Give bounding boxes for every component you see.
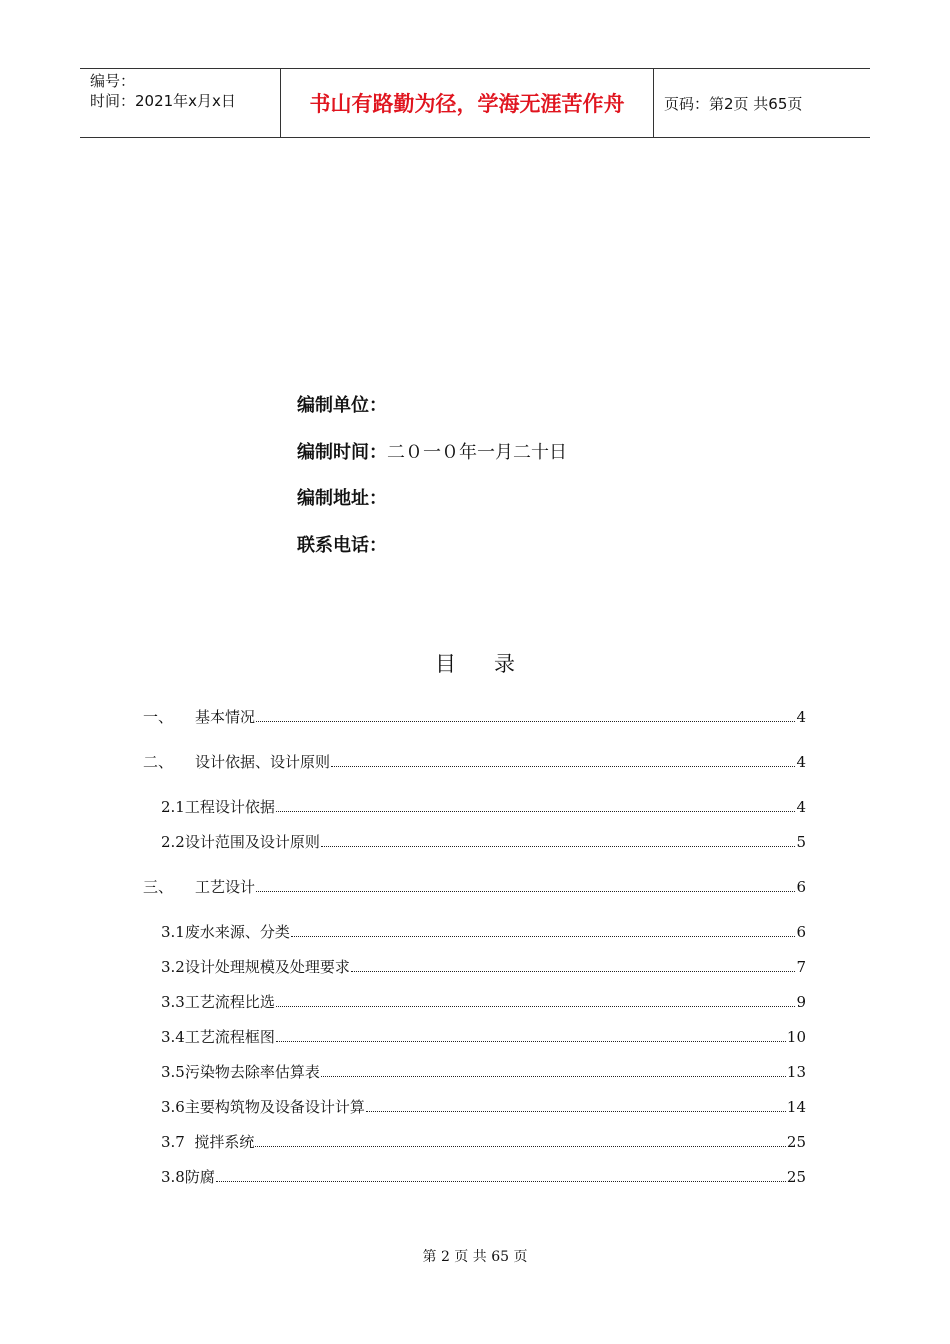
compile-unit-label: 编制单位：	[297, 395, 387, 416]
toc-entry-label: 3.7 搅拌系统	[161, 1133, 255, 1151]
toc-entry[interactable]	[161, 831, 806, 853]
toc-entry-page: 6	[796, 878, 806, 896]
toc-entry-label: 3.1废水来源、分类	[161, 923, 290, 941]
toc-entry-page: 10	[786, 1028, 806, 1046]
toc-title-char-2: 录	[494, 652, 515, 676]
toc-entry[interactable]	[143, 876, 806, 898]
compile-address-label: 编制地址：	[297, 488, 387, 509]
toc-dot-leader	[255, 1146, 786, 1147]
page-footer: 第 2 页 共 65 页	[422, 1249, 528, 1265]
toc-entry[interactable]	[161, 921, 806, 943]
toc-entry[interactable]	[161, 991, 806, 1013]
compile-address-row	[297, 486, 567, 533]
contact-phone-row	[297, 533, 567, 580]
toc-entry-page: 5	[796, 833, 806, 851]
toc-entry-page: 13	[786, 1063, 806, 1081]
header-motto: 书山有路勤为径，学海无涯苦作舟	[281, 69, 654, 137]
toc-entry[interactable]	[161, 1096, 806, 1118]
toc-entry-page: 4	[796, 708, 806, 726]
toc-dot-leader	[216, 1181, 786, 1182]
toc-entry[interactable]	[161, 1166, 806, 1188]
toc-entry[interactable]	[161, 796, 806, 818]
toc-entry-label: 3.2设计处理规模及处理要求	[161, 958, 350, 976]
toc-entry[interactable]	[161, 1061, 806, 1083]
header-left-cell	[80, 69, 281, 137]
toc-entry[interactable]	[161, 1026, 806, 1048]
toc-entry-label: 3.5污染物去除率估算表	[161, 1063, 320, 1081]
toc-entry-label: 2.2设计范围及设计原则	[161, 833, 320, 851]
compile-unit-row	[297, 393, 567, 440]
toc-entry[interactable]	[161, 956, 806, 978]
toc-entry[interactable]	[161, 1131, 806, 1153]
toc-entry-label: 3.4工艺流程框图	[161, 1028, 275, 1046]
compile-info-block	[297, 393, 567, 579]
compile-time-row	[297, 440, 567, 487]
toc-dot-leader	[256, 891, 795, 892]
page-header	[80, 68, 870, 138]
toc-dot-leader	[366, 1111, 786, 1112]
contact-phone-label: 联系电话：	[297, 534, 387, 556]
toc-entry-page: 9	[796, 993, 806, 1011]
toc-entry-page: 14	[786, 1098, 806, 1116]
toc-entry-label: 设计依据、设计原则	[195, 753, 331, 771]
toc-entry-page: 25	[786, 1133, 806, 1151]
header-number-label: 编号：	[90, 72, 136, 90]
toc-entry-number: 二、	[143, 753, 174, 771]
toc-entry-label: 2.1工程设计依据	[161, 798, 275, 816]
header-time-label: 时间：2021年x月x日	[90, 92, 236, 110]
header-page-info: 页码：第2页 共65页	[664, 94, 803, 113]
toc-entry-page: 6	[796, 923, 806, 941]
toc-dot-leader	[256, 721, 795, 722]
toc-entry-label: 3.6主要构筑物及设备设计计算	[161, 1098, 365, 1116]
toc-entry-page: 4	[796, 798, 806, 816]
toc-dot-leader	[331, 766, 795, 767]
toc-dot-leader	[321, 846, 796, 847]
toc-dot-leader	[291, 936, 796, 937]
toc-dot-leader	[276, 1041, 786, 1042]
toc-entry-label: 基本情况	[195, 708, 256, 726]
toc-title-char-1: 目	[435, 652, 456, 676]
toc-dot-leader	[351, 971, 796, 972]
toc-entry-number: 三、	[143, 878, 174, 896]
toc-dot-leader	[276, 1006, 796, 1007]
toc-dot-leader	[276, 811, 796, 812]
toc-entry[interactable]	[143, 751, 806, 773]
toc-title	[0, 648, 950, 678]
toc-entry-label: 工艺设计	[195, 878, 256, 896]
toc-entry-page: 4	[796, 753, 806, 771]
toc-entry-page: 7	[796, 958, 806, 976]
toc-entry-label: 3.8防腐	[161, 1168, 215, 1186]
compile-time-label: 编制时间：	[297, 441, 387, 463]
toc-entry[interactable]	[143, 706, 806, 728]
toc-entry-page: 25	[786, 1168, 806, 1186]
toc-dot-leader	[321, 1076, 786, 1077]
toc-entry-number: 一、	[143, 708, 174, 726]
toc-entry-label: 3.3工艺流程比选	[161, 993, 275, 1011]
compile-time-value: 二０一０年一月二十日	[387, 441, 567, 463]
